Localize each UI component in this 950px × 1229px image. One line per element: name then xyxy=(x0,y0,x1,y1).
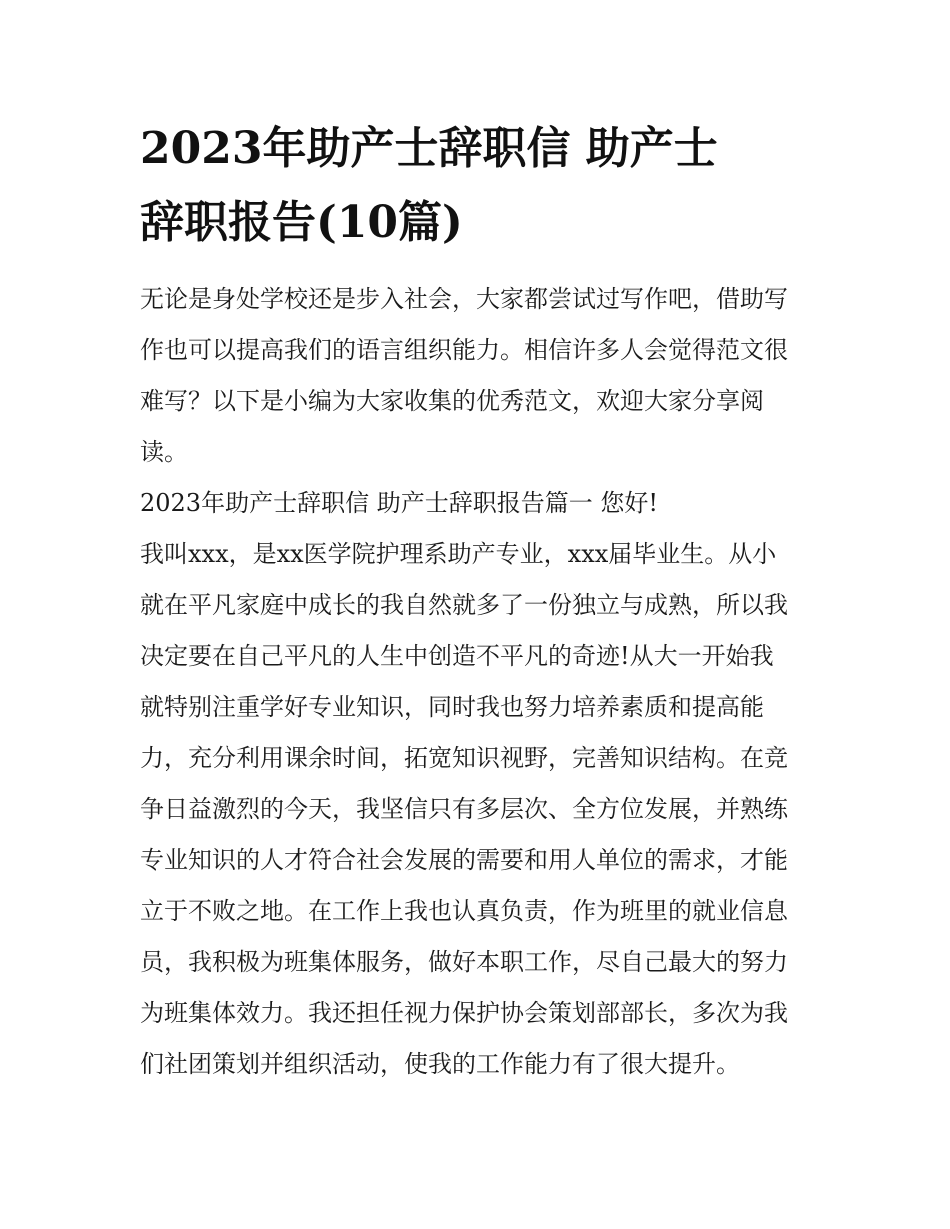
text-line: 我叫xxx，是xx医学院护理系助产专业，xxx届毕业生。从小 xyxy=(140,540,777,568)
text-line: 为班集体效力。我还担任视力保护协会策划部部长，多次为我 xyxy=(140,999,788,1027)
text-line: 作也可以提高我们的语言组织能力。相信许多人会觉得范文很 xyxy=(140,336,788,364)
body-paragraph xyxy=(140,478,816,1090)
title-line: 辞职报告(10篇) xyxy=(140,197,463,248)
text-line: 员，我积极为班集体服务，做好本职工作，尽自己最大的努力 xyxy=(140,948,788,976)
text-line: 专业知识的人才符合社会发展的需要和用人单位的需求，才能 xyxy=(140,846,788,874)
text-line: 无论是身处学校还是步入社会，大家都尝试过写作吧，借助写 xyxy=(140,285,788,313)
text-line: 决定要在自己平凡的人生中创造不平凡的奇迹!从大一开始我 xyxy=(140,642,774,670)
intro-paragraph xyxy=(140,274,816,478)
text-line: 力，充分利用课余时间，拓宽知识视野，完善知识结构。在竞 xyxy=(140,744,788,772)
text-line: 们社团策划并组织活动，使我的工作能力有了很大提升。 xyxy=(140,1050,740,1078)
text-line: 立于不败之地。在工作上我也认真负责，作为班里的就业信息 xyxy=(140,897,788,925)
document-page xyxy=(140,112,816,1090)
section-heading-line: 2023年助产士辞职信 助产士辞职报告篇一 您好! xyxy=(140,489,658,517)
text-line: 争日益激烈的今天，我坚信只有多层次、全方位发展，并熟练 xyxy=(140,795,788,823)
text-line: 就在平凡家庭中成长的我自然就多了一份独立与成熟，所以我 xyxy=(140,591,788,619)
title-line: 2023年助产士辞职信 助产士 xyxy=(140,123,718,174)
text-line: 读。 xyxy=(140,438,188,466)
text-line: 难写？以下是小编为大家收集的优秀范文，欢迎大家分享阅 xyxy=(140,387,764,415)
document-title xyxy=(140,112,816,260)
text-line: 就特别注重学好专业知识，同时我也努力培养素质和提高能 xyxy=(140,693,764,721)
